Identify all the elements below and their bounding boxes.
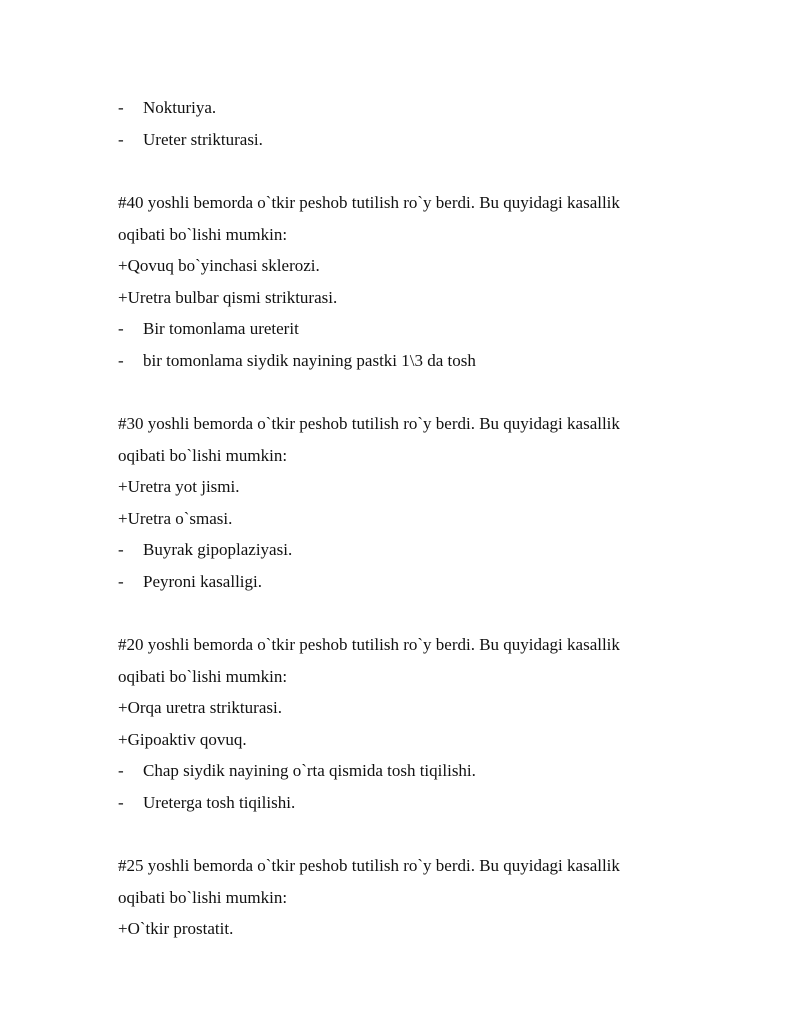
question-text: #20 yoshli bemorda o`tkir peshob tutilish ro`y berdi. Bu quyidagi kasallik: [118, 635, 620, 654]
document-page: [118, 92, 718, 945]
dash-marker: -: [118, 571, 124, 591]
option-correct: +Uretra yot jismi.: [118, 477, 240, 496]
question-text: #40 yoshli bemorda o`tkir peshob tutilish ro`y berdi. Bu quyidagi kasallik: [118, 193, 620, 212]
question-text: oqibati bo`lishi mumkin:: [118, 887, 288, 907]
option-distractor: [118, 534, 718, 566]
option-distractor: [118, 345, 718, 377]
option-text: bir tomonlama siydik nayining pastki 1\3 da tosh: [143, 350, 476, 370]
block-spacer: [118, 376, 718, 408]
question-block: [118, 850, 718, 945]
question-text: #25 yoshli bemorda o`tkir peshob tutilish ro`y berdi. Bu quyidagi kasallik: [118, 856, 620, 875]
option-correct: +Uretra o`smasi.: [118, 508, 233, 528]
question-text: #30 yoshli bemorda o`tkir peshob tutilish ro`y berdi. Bu quyidagi kasallik: [118, 414, 620, 433]
option-text: Peyroni kasalligi.: [143, 571, 262, 591]
option-distractor: [118, 313, 718, 345]
block-spacer: [118, 155, 718, 187]
dash-marker: -: [118, 761, 124, 780]
dash-marker: -: [118, 98, 124, 117]
dash-marker: -: [118, 540, 124, 559]
option-text: Bir tomonlama ureterit: [143, 319, 299, 338]
option-text: Buyrak gipoplaziyasi.: [143, 540, 293, 559]
dash-marker: -: [118, 129, 124, 149]
question-block: [118, 408, 718, 597]
option-distractor: [118, 92, 718, 124]
dash-marker: -: [118, 792, 124, 812]
block-spacer: [118, 597, 718, 629]
option-text: Ureter strikturasi.: [143, 129, 263, 149]
question-block: [118, 187, 718, 376]
question-text: oqibati bo`lishi mumkin:: [118, 445, 288, 465]
dash-marker: -: [118, 350, 124, 370]
option-distractor: [118, 787, 718, 819]
option-distractor: [118, 124, 718, 156]
option-distractor: [118, 566, 718, 598]
option-text: Nokturiya.: [143, 98, 217, 117]
option-correct: +Orqa uretra strikturasi.: [118, 698, 282, 717]
option-correct: +Gipoaktiv qovuq.: [118, 729, 247, 749]
option-correct: +Uretra bulbar qismi strikturasi.: [118, 287, 338, 307]
option-correct: +Qovuq bo`yinchasi sklerozi.: [118, 256, 320, 275]
question-block: [118, 629, 718, 818]
question-text: oqibati bo`lishi mumkin:: [118, 666, 288, 686]
question-text: oqibati bo`lishi mumkin:: [118, 224, 288, 244]
dash-marker: -: [118, 319, 124, 338]
option-correct: +O`tkir prostatit.: [118, 919, 234, 938]
option-text: Chap siydik nayining o`rta qismida tosh tiqilishi.: [143, 761, 476, 780]
question-block: [118, 92, 718, 155]
option-text: Ureterga tosh tiqilishi.: [143, 792, 296, 812]
option-distractor: [118, 755, 718, 787]
block-spacer: [118, 818, 718, 850]
